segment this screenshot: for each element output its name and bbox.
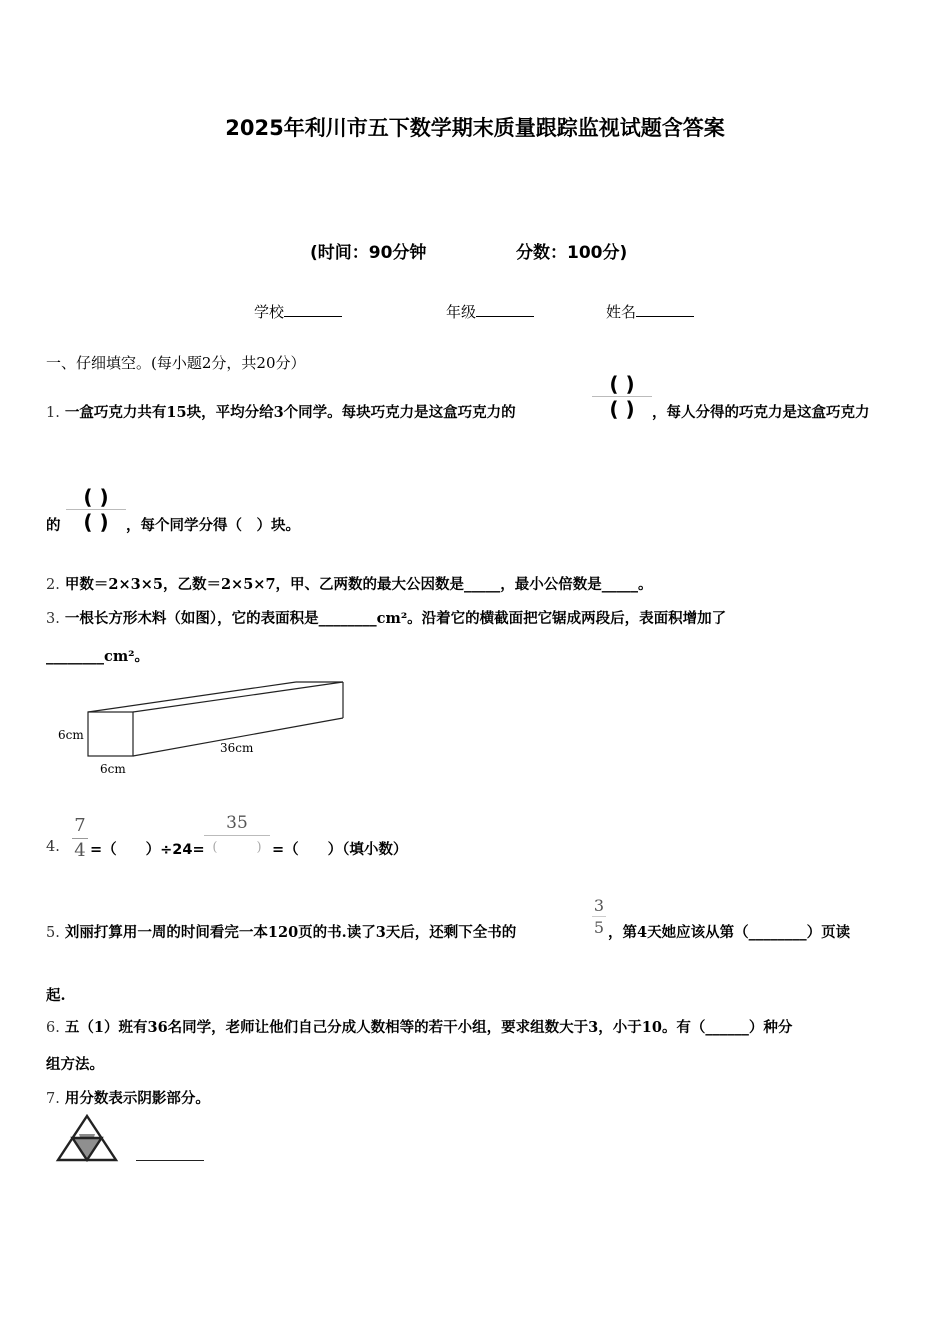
exam-time: (时间：90分钟 <box>310 243 427 263</box>
fraction-denominator: 4 <box>74 840 86 861</box>
fraction-numerator: 35 <box>204 812 270 836</box>
question-number: 4. <box>46 839 60 855</box>
fraction-denominator: ( ) <box>212 840 262 855</box>
question-7 <box>46 1087 210 1108</box>
info-label: 学校 <box>254 303 285 321</box>
q4-fraction-2[interactable] <box>204 812 270 859</box>
grade-blank[interactable] <box>476 302 534 317</box>
info-label: 姓名 <box>606 303 637 321</box>
fraction-numerator: 3 <box>593 896 605 915</box>
question-text: 刘丽打算用一周的时间看完一本120页的书.读了3天后，还剩下全书的 <box>64 924 517 941</box>
q7-answer-blank[interactable] <box>136 1160 204 1161</box>
question-6-line1 <box>46 1016 792 1037</box>
question-number: 5. <box>46 925 60 941</box>
question-5-text-b: ，第4天她应该从第（________）页读 <box>608 924 851 941</box>
question-text: 五（1）班有36名同学，老师让他们自己分成人数相等的若干小组，要求组数大于3，小于10。有（______）种分 <box>64 1019 793 1036</box>
document-title: 2025年利川市五下数学期末质量跟踪监视试题含答案 <box>225 116 725 140</box>
q4-part-b: =（ ）（填小数） <box>272 842 408 858</box>
fraction-denominator: ( ) <box>83 510 109 534</box>
question-1-line1 <box>46 401 516 422</box>
q4-fraction <box>72 814 88 863</box>
question-text: 用分数表示阴影部分。 <box>64 1090 210 1107</box>
q1-fraction-2[interactable] <box>66 485 126 534</box>
name-blank[interactable] <box>636 302 694 317</box>
question-number: 2. <box>46 577 60 593</box>
exam-score: 分数：100分) <box>516 243 628 263</box>
section-heading: 一、仔细填空。(每小题2分，共20分） <box>46 354 306 372</box>
school-blank[interactable] <box>284 302 342 317</box>
q4-part-a: =（ ）÷24= <box>90 842 205 858</box>
question-1-text-c: 的 <box>46 517 61 534</box>
question-number: 3. <box>46 611 60 627</box>
triangle-figure <box>55 1114 119 1170</box>
width-label: 6cm <box>100 762 126 776</box>
cuboid-figure <box>56 676 356 786</box>
q5-fraction <box>592 895 606 938</box>
question-number: 1. <box>46 405 60 421</box>
info-field-name[interactable] <box>606 301 694 322</box>
height-label: 6cm <box>58 728 84 742</box>
question-text: 一根长方形木料（如图），它的表面积是________cm²。沿着它的横截面把它锯成两段后，表面积增加了 <box>64 610 727 627</box>
fraction-denominator: ( ) <box>609 397 635 421</box>
question-3-line2: ________cm²。 <box>46 648 150 665</box>
question-3-line1 <box>46 607 726 628</box>
question-text: 一盒巧克力共有15块，平均分给3个同学。每块巧克力是这盒巧克力的 <box>64 404 516 421</box>
question-number: 7. <box>46 1091 60 1107</box>
question-number: 6. <box>46 1020 60 1036</box>
fraction-numerator: 7 <box>72 814 88 839</box>
q1-fraction-1[interactable] <box>592 372 652 421</box>
question-text: 甲数＝2×3×5，乙数＝2×5×7，甲、乙两数的最大公因数是_____，最小公倍数是_____。 <box>64 576 653 593</box>
question-2 <box>46 573 653 594</box>
fraction-denominator: 5 <box>593 918 605 937</box>
shaded-triangle-icon <box>55 1114 119 1166</box>
fraction-numerator: ( ) <box>66 485 126 510</box>
fraction-numerator: ( ) <box>592 372 652 397</box>
question-5-text-c: 起. <box>46 987 66 1004</box>
info-field-school[interactable] <box>254 301 342 322</box>
question-1-text-b: ，每人分得的巧克力是这盒巧克力 <box>652 404 870 421</box>
question-6-line2: 组方法。 <box>46 1056 104 1073</box>
question-5-line1 <box>46 921 516 942</box>
info-field-grade[interactable] <box>446 301 534 322</box>
question-4-number <box>46 838 60 855</box>
length-label: 36cm <box>220 741 254 755</box>
question-1-text-d: ，每个同学分得（ ）块。 <box>126 517 300 534</box>
info-label: 年级 <box>446 303 477 321</box>
